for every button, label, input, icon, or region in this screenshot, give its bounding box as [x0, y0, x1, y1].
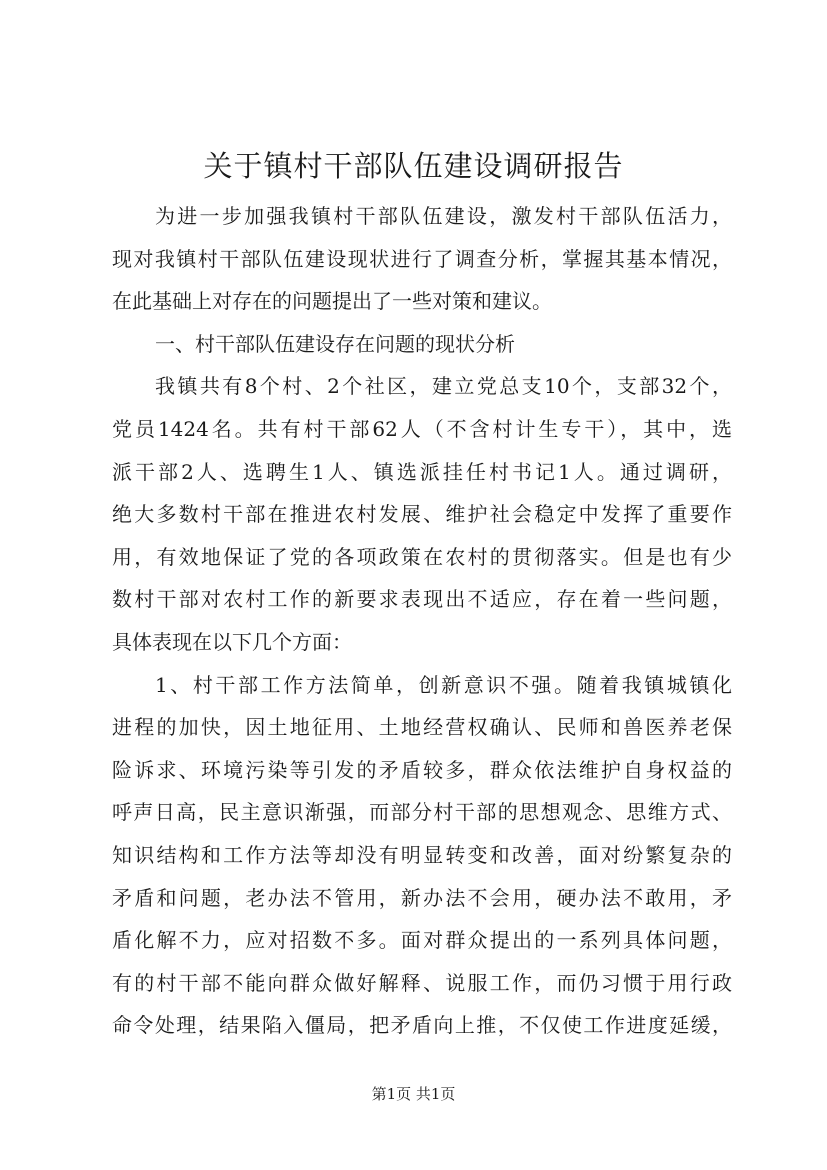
paragraph-line: 1、村干部工作方法简单，创新意识不强。随着我镇城镇化 [155, 672, 732, 697]
paragraph-line: 为进一步加强我镇村干部队伍建设，激发村干部队伍活力， [155, 204, 732, 228]
paragraph-line: 命令处理，结果陷入僵局，把矛盾向上推，不仅使工作进度延缓， [112, 1013, 732, 1038]
paragraph-line: 用，有效地保证了党的各项政策在农村的贯彻落实。但是也有少 [112, 544, 732, 569]
page-footer: 第1页 共1页 [371, 1085, 456, 1103]
document-body [112, 195, 732, 1047]
document-title: 关于镇村干部队伍建设调研报告 [203, 149, 624, 183]
paragraph-line: 呼声日高，民主意识渐强，而部分村干部的思想观念、思维方式、 [112, 800, 732, 825]
paragraph-line: 具体表现在以下几个方面： [112, 629, 352, 654]
paragraph-line: 绝大多数村干部在推进农村发展、维护社会稳定中发挥了重要作 [112, 502, 732, 527]
paragraph-line: 矛盾和问题，老办法不管用，新办法不会用，硬办法不敢用，矛 [112, 885, 732, 910]
paragraph-line: 险诉求、环境污染等引发的矛盾较多，群众依法维护自身权益的 [112, 757, 732, 782]
paragraph-line: 现对我镇村干部队伍建设现状进行了调查分析，掌握其基本情况， [112, 246, 732, 271]
paragraph-line: 我镇共有8个村、2个社区，建立党总支10个，支部32个， [155, 374, 732, 399]
paragraph-line: 有的村干部不能向群众做好解释、说服工作，而仍习惯于用行政 [112, 970, 732, 995]
section-heading: 一、村干部队伍建设存在问题的现状分析 [155, 331, 515, 356]
paragraph-line: 数村干部对农村工作的新要求表现出不适应，存在着一些问题， [112, 587, 732, 612]
paragraph-line: 党员1424名。共有村干部62人（不含村计生专干），其中，选 [112, 416, 732, 441]
paragraph-line: 进程的加快，因土地征用、土地经营权确认、民师和兽医养老保 [112, 715, 732, 740]
paragraph-line: 盾化解不力，应对招数不多。面对群众提出的一系列具体问题， [112, 928, 732, 953]
paragraph-line: 知识结构和工作方法等却没有明显转变和改善，面对纷繁复杂的 [112, 842, 732, 867]
paragraph-line: 在此基础上对存在的问题提出了一些对策和建议。 [112, 289, 552, 314]
paragraph-line: 派干部2人、选聘生1人、镇选派挂任村书记1人。通过调研， [112, 459, 732, 484]
